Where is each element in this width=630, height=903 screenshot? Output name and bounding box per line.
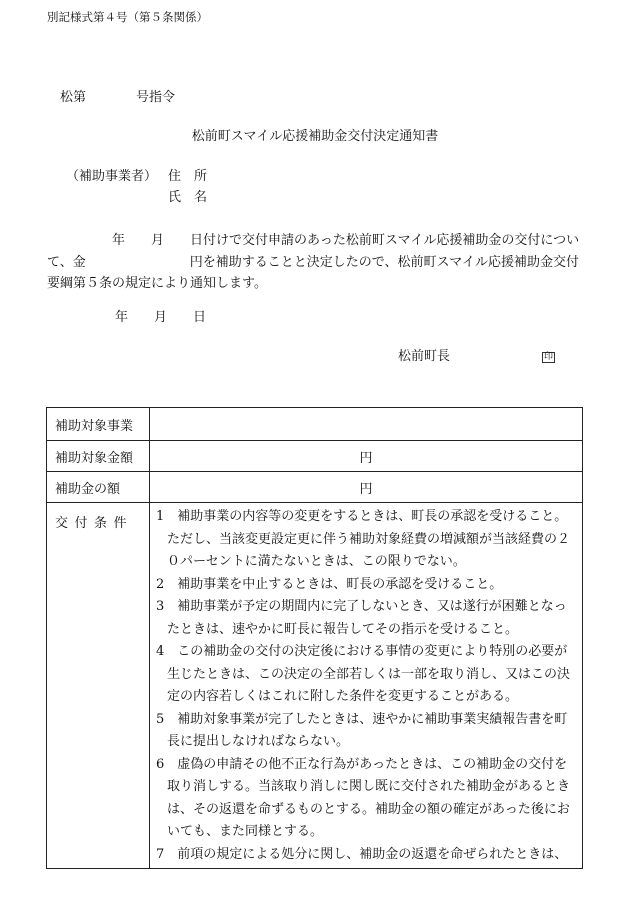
mayor-title: 松前町長 [398, 349, 451, 364]
condition-item: 6 虚偽の申請その他不正な行為があったときは、この補助金の交付を取り消しする。当該取り消しに関し既に交付された補助金があるときは、その返還を命ずるものとする。補助金の額の確定があった後においても、また同様とする。 [156, 756, 571, 839]
conditions-list [150, 503, 583, 869]
condition-item: 2 補助事業を中止するときは、町長の承認を受けること。 [156, 576, 503, 592]
condition-item: 3 補助事業が予定の期間内に完了しないとき、又は遂行が困難となったときは、速やかに町長に報告してその指示を受けること。 [156, 599, 567, 637]
notice-body: 年 月 日付けで交付申請のあった松前町スマイル応援補助金の交付について、金 円を補助することと決定したので、松前町スマイル応援補助金交付要綱第５条の規定により通知します。 [47, 233, 580, 291]
name-label: 氏 名 [168, 190, 208, 205]
document-title: 松前町スマイル応援補助金交付決定通知書 [191, 129, 439, 144]
condition-item: 7 前項の規定による処分に関し、補助金の返還を命ぜられたときは、 [156, 846, 568, 862]
condition-item: 4 この補助金の交付の決定後における事情の変更により特別の必要が生じたときは、この決定の全部若しくは一部を取り消し、又はこの決定の内容若しくはこれに附した条件を変更することがある。 [156, 644, 571, 704]
condition-item: 1 補助事業の内容等の変更をするときは、町長の承認を受けること。ただし、当該変更設定更に伴う補助対象経費の増減額が当該経費の２０パーセントに満たないときは、この限りでない。 [156, 509, 571, 569]
grant-amount-value: 円 [150, 472, 583, 503]
grantee-label: （補助事業者） [66, 169, 158, 184]
ref-suffix: 号指令 [136, 90, 176, 105]
grant-amount-label: 補助金の額 [47, 472, 150, 503]
grant-info-table [46, 407, 583, 869]
address-label: 住 所 [168, 169, 208, 184]
issue-date: 年 月 日 [115, 310, 207, 325]
table-row [47, 408, 583, 441]
condition-item: 5 補助対象事業が完了したときは、速やかに補助事業実績報告書を町長に提出しなければならない。 [156, 711, 568, 749]
form-number: 別記様式第４号（第５条関係） [47, 10, 208, 24]
reference-number [60, 91, 175, 104]
seal-mark: 印 [544, 352, 554, 362]
table-row [47, 503, 583, 869]
ref-prefix: 松第 [60, 90, 87, 105]
conditions-label: 交付条件 [47, 503, 150, 869]
table-row [47, 441, 583, 472]
target-project-value [150, 408, 583, 441]
target-amount-value: 円 [150, 441, 583, 472]
target-project-label: 補助対象事業 [47, 408, 150, 441]
target-amount-label: 補助対象金額 [47, 441, 150, 472]
table-row [47, 472, 583, 503]
